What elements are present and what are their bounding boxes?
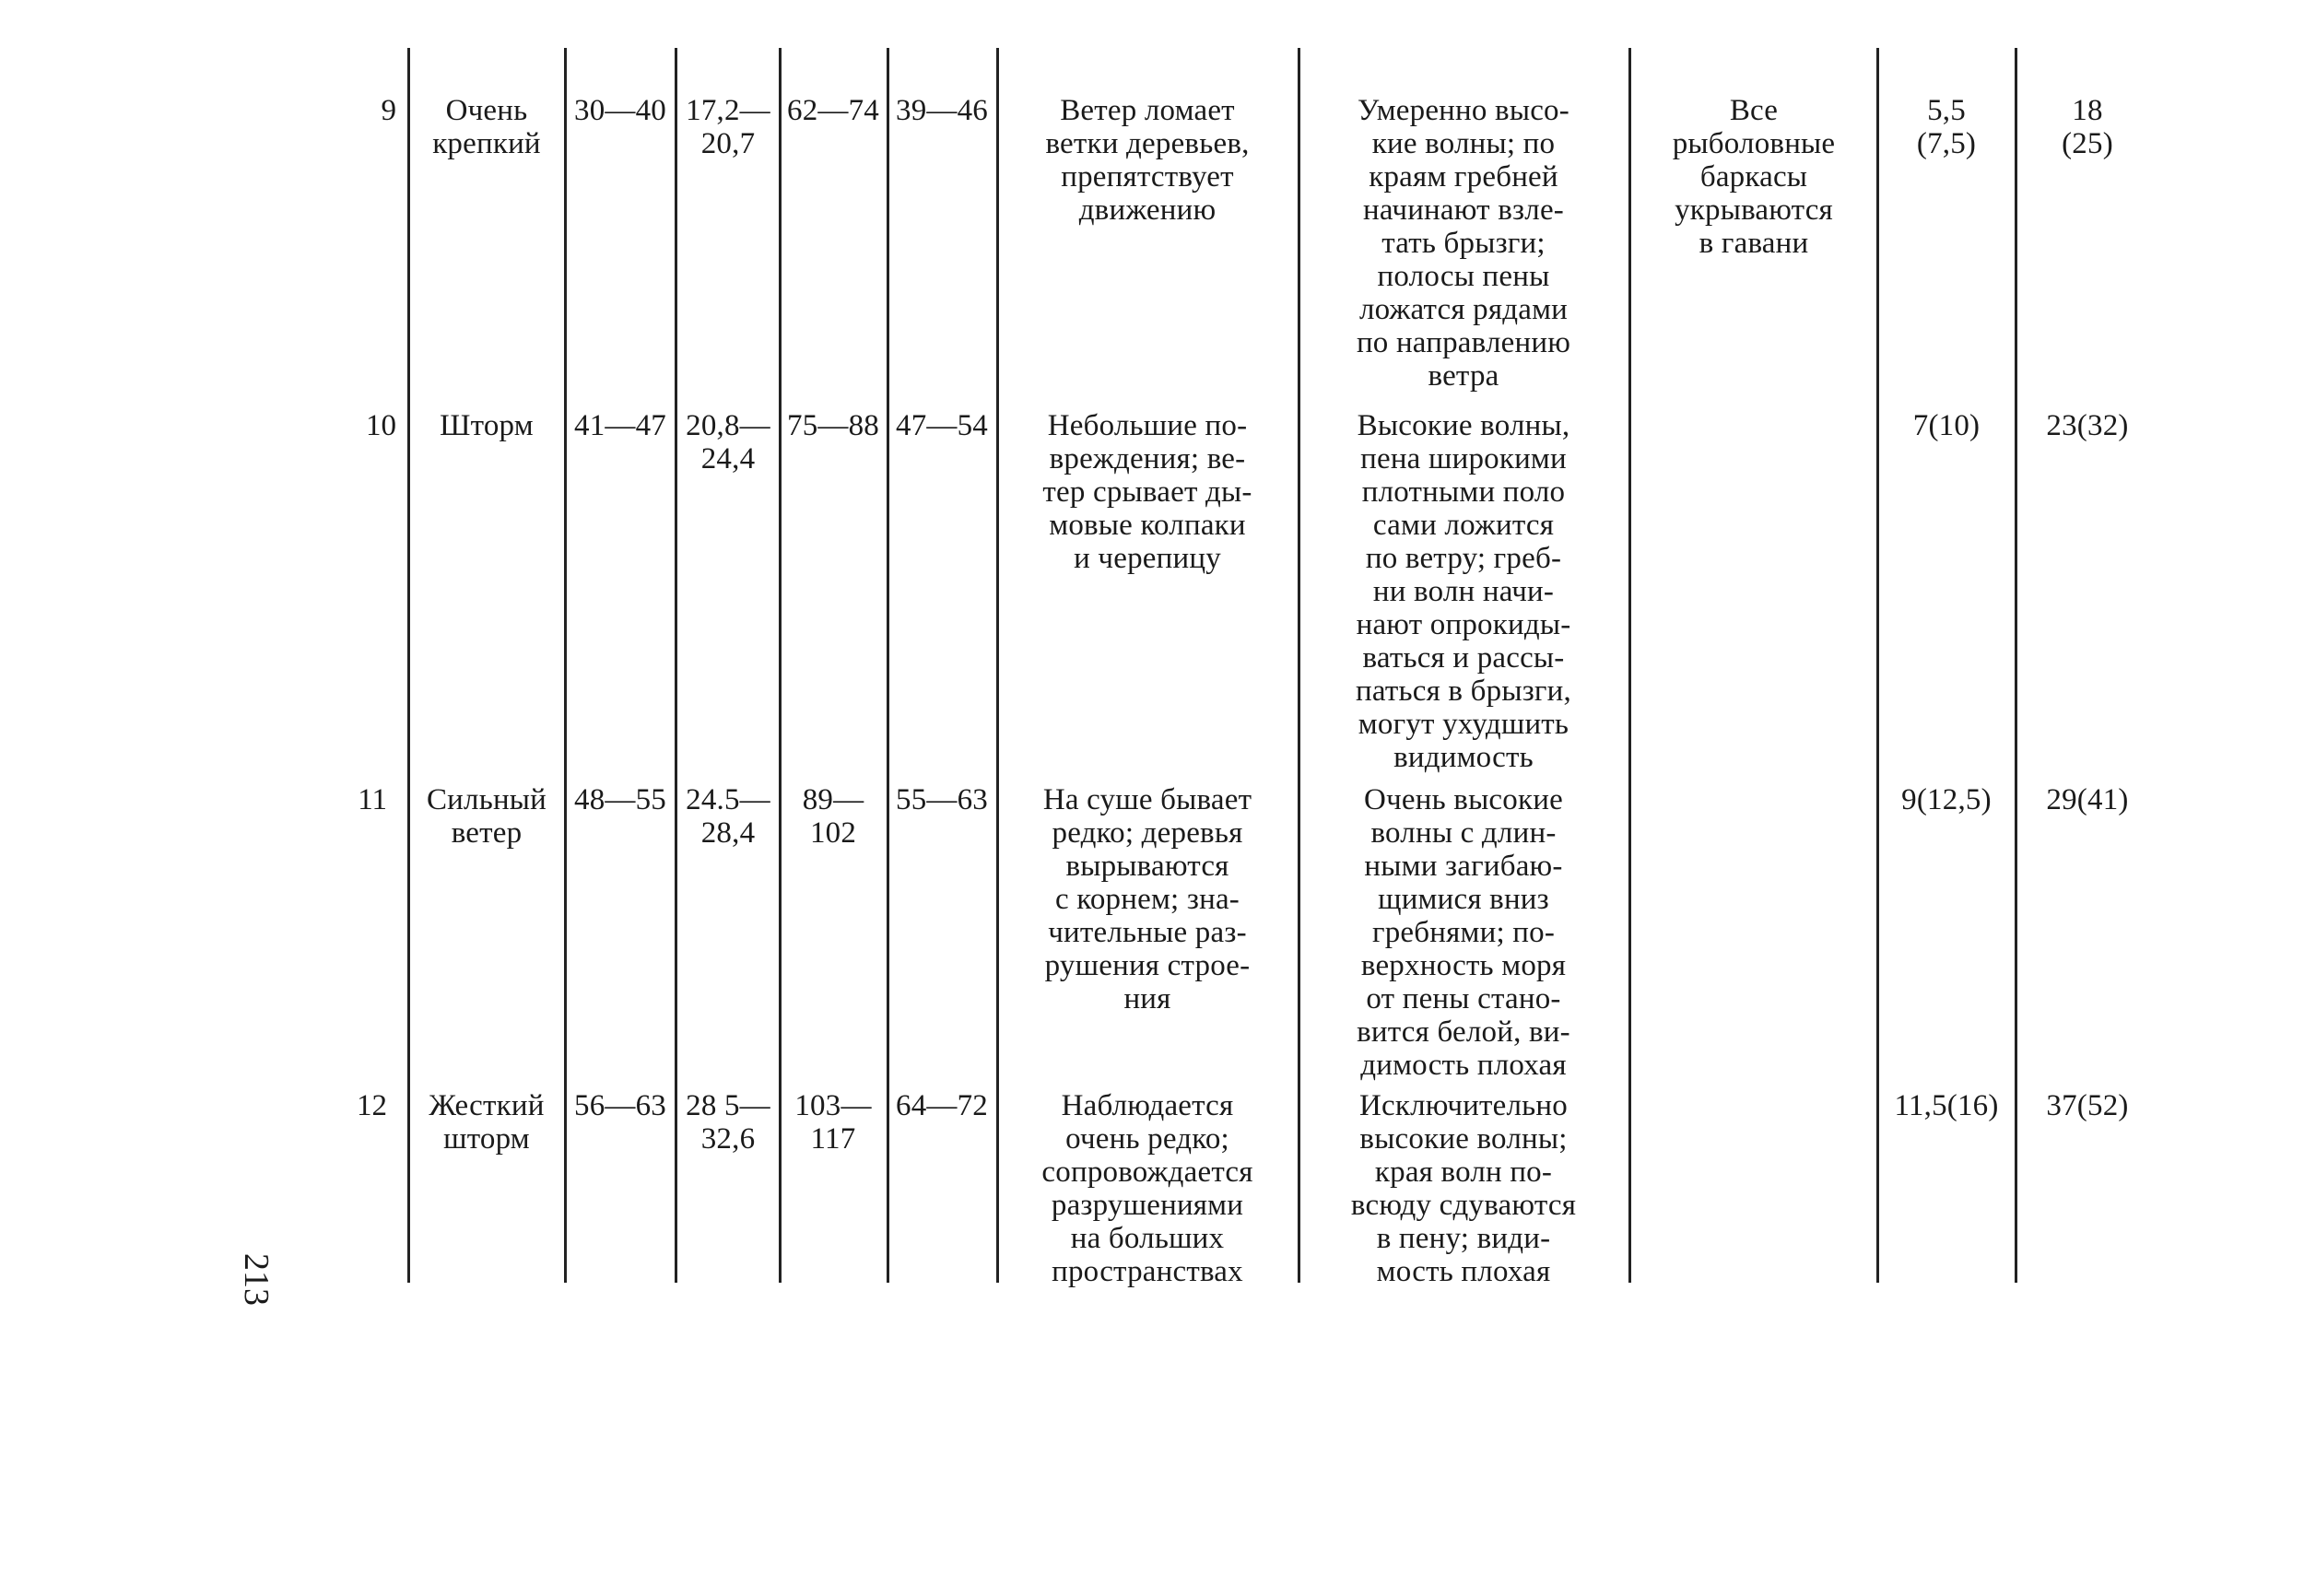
wind-name: Сильный ветер [426, 783, 547, 850]
sea-state: Умеренно высо- кие волны; по краям гребней начинают взле- тать брызги; полосы пены ложатся рядами по направлению ветра [1356, 94, 1571, 393]
speed-mph: 55—63 [896, 783, 988, 816]
wind-name: Жесткий шторм [429, 1089, 545, 1156]
wave-height-m: 11,5(16) [1894, 1089, 1999, 1122]
speed-knots: 56—63 [574, 1089, 666, 1122]
column-rule [1298, 48, 1300, 1283]
beaufort-force: 9 [381, 94, 396, 127]
speed-ms: 20,8— 24,4 [686, 409, 770, 475]
wave-height-m: 7(10) [1912, 409, 1981, 442]
wave-height-ft: 23(32) [2046, 409, 2129, 442]
column-rule [2015, 48, 2017, 1283]
speed-knots: 30—40 [574, 94, 666, 127]
land-effects: Ветер ломает ветки деревьев, препятствует движению [1045, 94, 1250, 227]
speed-ms: 28 5— 32,6 [686, 1089, 770, 1156]
speed-mph: 47—54 [896, 409, 988, 442]
column-rule [407, 48, 410, 1283]
speed-mph: 39—46 [896, 94, 988, 127]
wave-height-ft: 37(52) [2046, 1089, 2129, 1122]
wave-height-ft: 18 (25) [2062, 94, 2113, 160]
column-rule [1628, 48, 1631, 1283]
speed-ms: 24.5— 28,4 [686, 783, 770, 850]
beaufort-force: 12 [357, 1089, 387, 1122]
column-rule [1876, 48, 1879, 1283]
column-rule [996, 48, 999, 1283]
sea-state: Очень высокие волны с длин- ными загибаю- щимися вниз гребнями; по- верхность моря от пены стано- вится белой, ви- димость плохая [1357, 783, 1570, 1082]
speed-mph: 64—72 [896, 1089, 988, 1122]
speed-kmh: 75—88 [787, 409, 879, 442]
sea-state: Исключительно высокие волны; края волн по- всюду сдуваются в пену; види- мость плохая [1350, 1089, 1577, 1288]
wave-height-m: 9(12,5) [1901, 783, 1992, 816]
speed-ms: 17,2— 20,7 [686, 94, 770, 160]
speed-knots: 41—47 [574, 409, 666, 442]
wind-name: Шторм [440, 409, 534, 442]
wave-height-ft: 29(41) [2046, 783, 2129, 816]
speed-kmh: 103— 117 [794, 1089, 872, 1156]
wave-height-m: 5,5 (7,5) [1916, 94, 1977, 160]
speed-kmh: 62—74 [787, 94, 879, 127]
land-effects: Небольшие по- вреждения; ве- тер срывает ды- мовые колпаки и черепицу [1042, 409, 1252, 575]
beaufort-force: 10 [366, 409, 396, 442]
fishing-note: Все рыболовные баркасы укрываются в гавани [1672, 94, 1836, 260]
wind-name: Очень крепкий [432, 94, 541, 160]
beaufort-force: 11 [358, 783, 387, 816]
sea-state: Высокие волны, пена широкими плотными поло сами ложится по ветру; греб- ни волн начи- нают опрокиды- ваться и рассы- паться в брызги, могут ухудшить видимость [1356, 409, 1571, 774]
page-number: 213 [237, 1253, 276, 1306]
speed-knots: 48—55 [574, 783, 666, 816]
speed-kmh: 89— 102 [802, 783, 864, 850]
land-effects: Наблюдается очень редко; сопровождается разрушениями на больших пространствах [1041, 1089, 1253, 1288]
land-effects: На суше бывает редко; деревья вырываются с корнем; зна- чительные раз- рушения строе- ния [1042, 783, 1252, 1015]
